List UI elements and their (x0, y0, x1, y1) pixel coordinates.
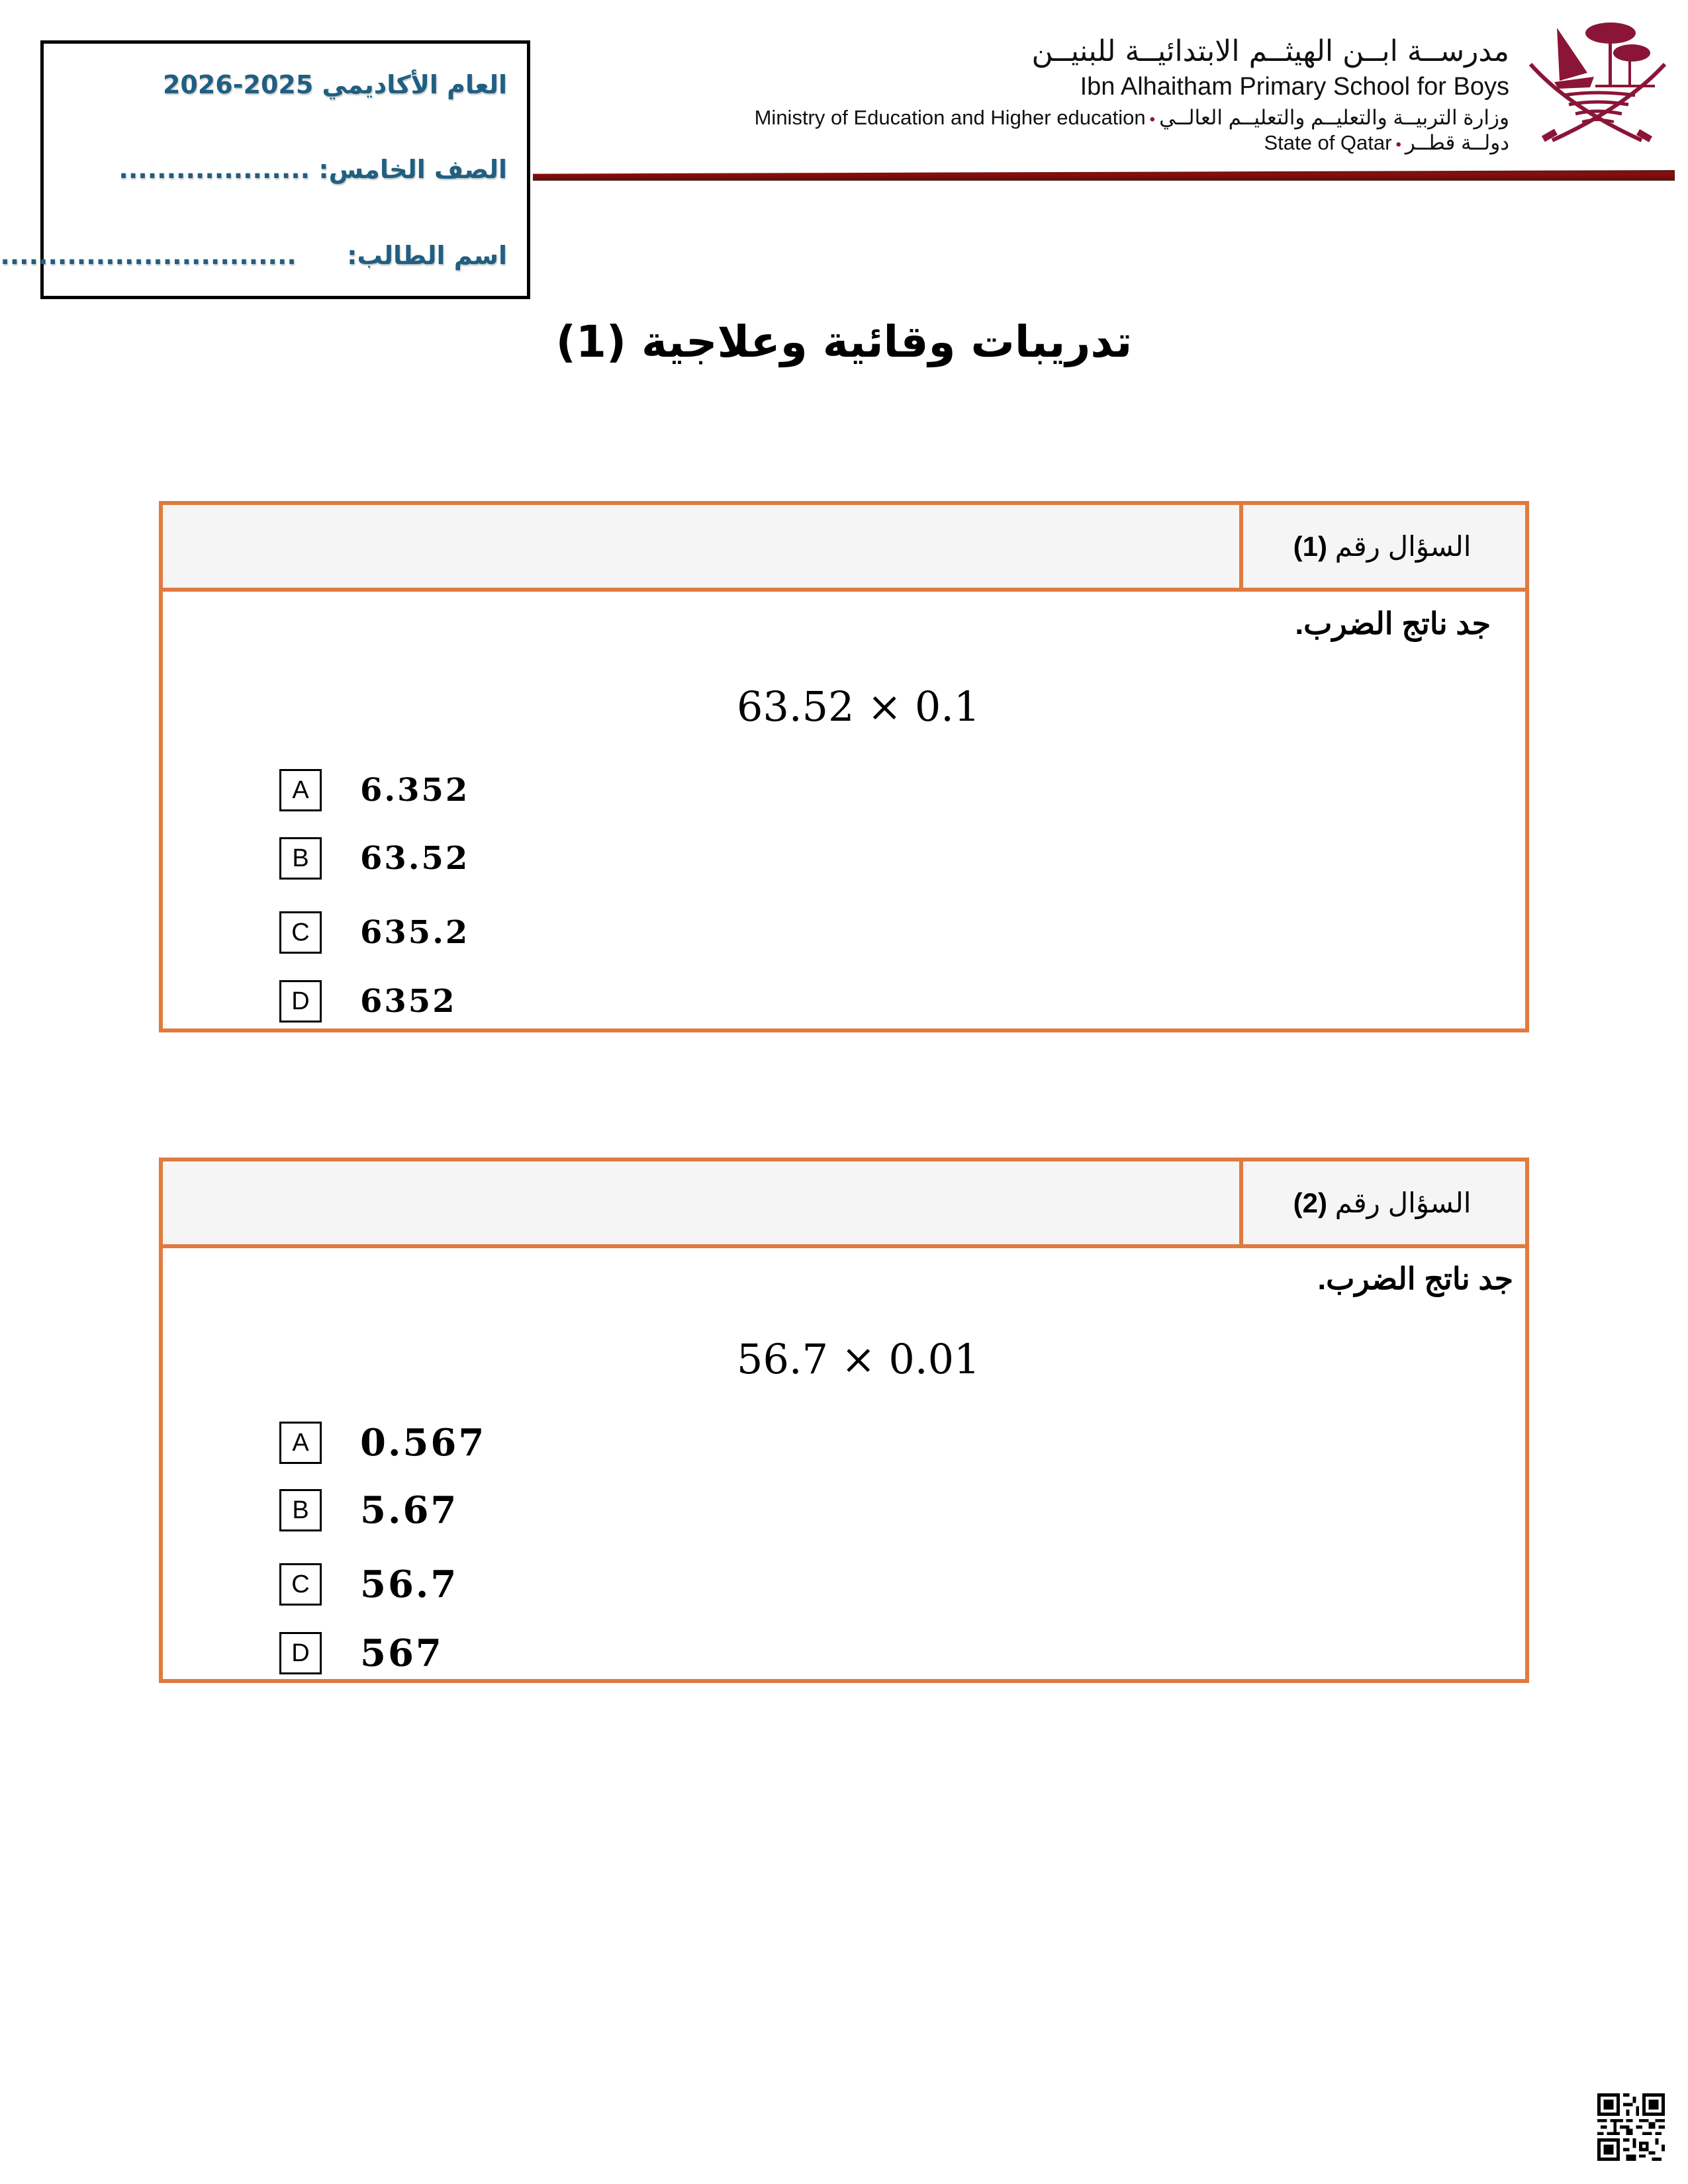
student-name-field[interactable] (0, 241, 507, 270)
ministry-english: Ministry of Education and Higher education (754, 106, 1146, 129)
option-value: 56.7 (360, 1563, 459, 1606)
question-prompt: جد ناتج الضرب. (1295, 606, 1491, 641)
qr-code-icon[interactable] (1597, 2093, 1665, 2161)
school-name-arabic: مدرســة ابــن الهيثــم الابتدائيــة للبنيــن (1031, 34, 1509, 68)
option-b[interactable] (279, 837, 469, 880)
question-header (163, 505, 1525, 592)
option-value: 5.67 (360, 1488, 459, 1532)
option-a[interactable] (279, 1422, 486, 1464)
option-c[interactable] (279, 911, 469, 954)
academic-year: العام الأكاديمي 2025-2026 (162, 70, 507, 99)
question-prompt: جد ناتج الضرب. (1317, 1261, 1513, 1296)
option-value: 567 (360, 1631, 444, 1675)
option-letter-box[interactable]: A (279, 769, 322, 811)
grade-field[interactable] (118, 155, 507, 184)
question-label: السؤال رقم (1335, 1187, 1472, 1218)
grade-blank[interactable]: .................... (118, 155, 310, 184)
question-number (1239, 1161, 1525, 1244)
state-line (1264, 131, 1509, 155)
option-value: 635.2 (360, 914, 470, 951)
option-d[interactable] (279, 980, 457, 1023)
question-expression: 63.52 × 0.1 (737, 682, 980, 731)
student-name-blank[interactable]: ............................... (0, 241, 297, 270)
option-d[interactable] (279, 1632, 444, 1674)
header-divider-rule (533, 170, 1675, 181)
question-number (1239, 505, 1525, 588)
option-value: 0.567 (360, 1421, 487, 1465)
option-letter-box[interactable]: A (279, 1422, 322, 1464)
option-letter-box[interactable]: C (279, 1563, 322, 1606)
option-value: 6352 (360, 983, 457, 1020)
bullet-icon: • (1149, 111, 1156, 128)
option-letter-box[interactable]: B (279, 1489, 322, 1531)
question-card-2 (159, 1158, 1529, 1683)
option-c[interactable] (279, 1563, 458, 1606)
student-info-box (0, 40, 530, 299)
page-title: تدريبات وقائية وعلاجية (1) (555, 316, 1133, 367)
question-label: السؤال رقم (1335, 531, 1472, 562)
state-english: State of Qatar (1264, 131, 1392, 154)
qatar-emblem-icon (1516, 8, 1678, 150)
option-value: 6.352 (360, 772, 470, 809)
option-a[interactable] (279, 769, 469, 811)
question-expression: 56.7 × 0.01 (737, 1335, 980, 1383)
question-number-value: (2) (1293, 1187, 1327, 1218)
student-name-label: اسم الطالب: (347, 241, 507, 270)
ministry-arabic: وزارة التربيــة والتعليــم والتعليــم العالــي (1159, 106, 1509, 129)
school-name-english: Ibn Alhaitham Primary School for Boys (1080, 73, 1509, 101)
grade-label: الصف الخامس: (318, 155, 507, 184)
option-b[interactable] (279, 1489, 458, 1531)
question-number-value: (1) (1293, 530, 1327, 562)
option-letter-box[interactable]: D (279, 1632, 322, 1674)
option-letter-box[interactable]: B (279, 837, 322, 880)
option-value: 63.52 (360, 840, 470, 877)
state-arabic: دولــة قطــر (1405, 131, 1509, 154)
bullet-icon: • (1395, 136, 1401, 154)
question-header (163, 1161, 1525, 1248)
question-card-1 (159, 501, 1529, 1032)
option-letter-box[interactable]: C (279, 911, 322, 954)
option-letter-box[interactable]: D (279, 980, 322, 1023)
ministry-line (755, 106, 1509, 130)
